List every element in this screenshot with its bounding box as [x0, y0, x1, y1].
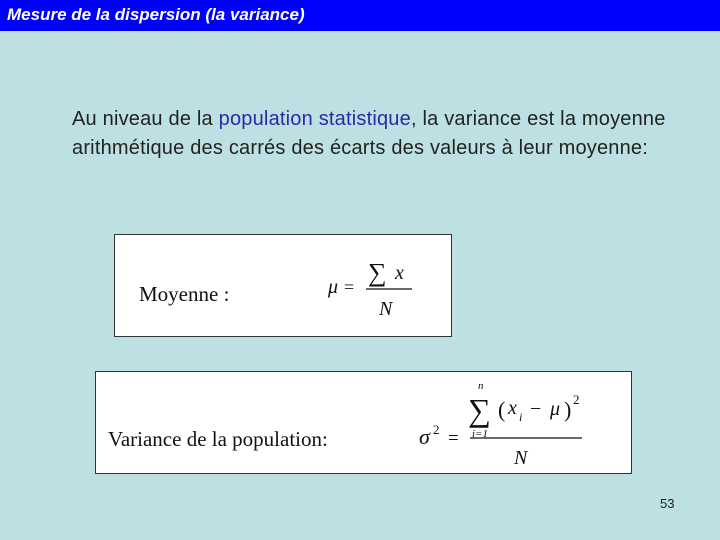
variance-x: x	[508, 397, 517, 419]
variance-exponent: 2	[573, 392, 580, 407]
mean-formula-box	[114, 234, 452, 337]
variance-lhs: σ	[419, 424, 430, 449]
intro-paragraph	[72, 105, 682, 163]
variance-equals: =	[448, 428, 459, 449]
variance-denominator: N	[514, 447, 528, 469]
mean-denominator: N	[379, 298, 393, 320]
mean-numerator-var: x	[395, 262, 404, 284]
variance-lhs-exponent: 2	[433, 422, 440, 437]
mean-equals: =	[344, 277, 355, 297]
variance-formula-box	[95, 371, 632, 474]
variance-label: Variance de la population:	[108, 427, 328, 451]
mean-sum-symbol: ∑	[368, 258, 387, 287]
variance-mu: μ	[550, 398, 561, 420]
slide-number: 53	[660, 496, 675, 511]
variance-x-subscript: i	[519, 410, 523, 424]
slide-title: Mesure de la dispersion (la variance)	[7, 5, 305, 24]
variance-sum-lower: i=1	[472, 428, 488, 440]
intro-highlight: population statistique	[218, 108, 411, 130]
mean-equation	[325, 247, 425, 331]
variance-sum-upper: n	[478, 380, 484, 392]
variance-minus: −	[530, 398, 542, 420]
intro-text-after: , la variance est la moyenne arithmétique des carrés des écarts des valeurs à leur moyenne:	[72, 108, 666, 159]
variance-sum-symbol: ∑	[468, 392, 491, 428]
variance-open-paren: (	[498, 397, 506, 422]
intro-text-before: Au niveau de la	[72, 108, 219, 130]
title-bar	[0, 0, 720, 31]
variance-close-paren: )	[564, 397, 572, 422]
mean-lhs: μ	[328, 276, 339, 298]
mean-label: Moyenne :	[139, 282, 230, 306]
variance-equation	[416, 375, 606, 473]
